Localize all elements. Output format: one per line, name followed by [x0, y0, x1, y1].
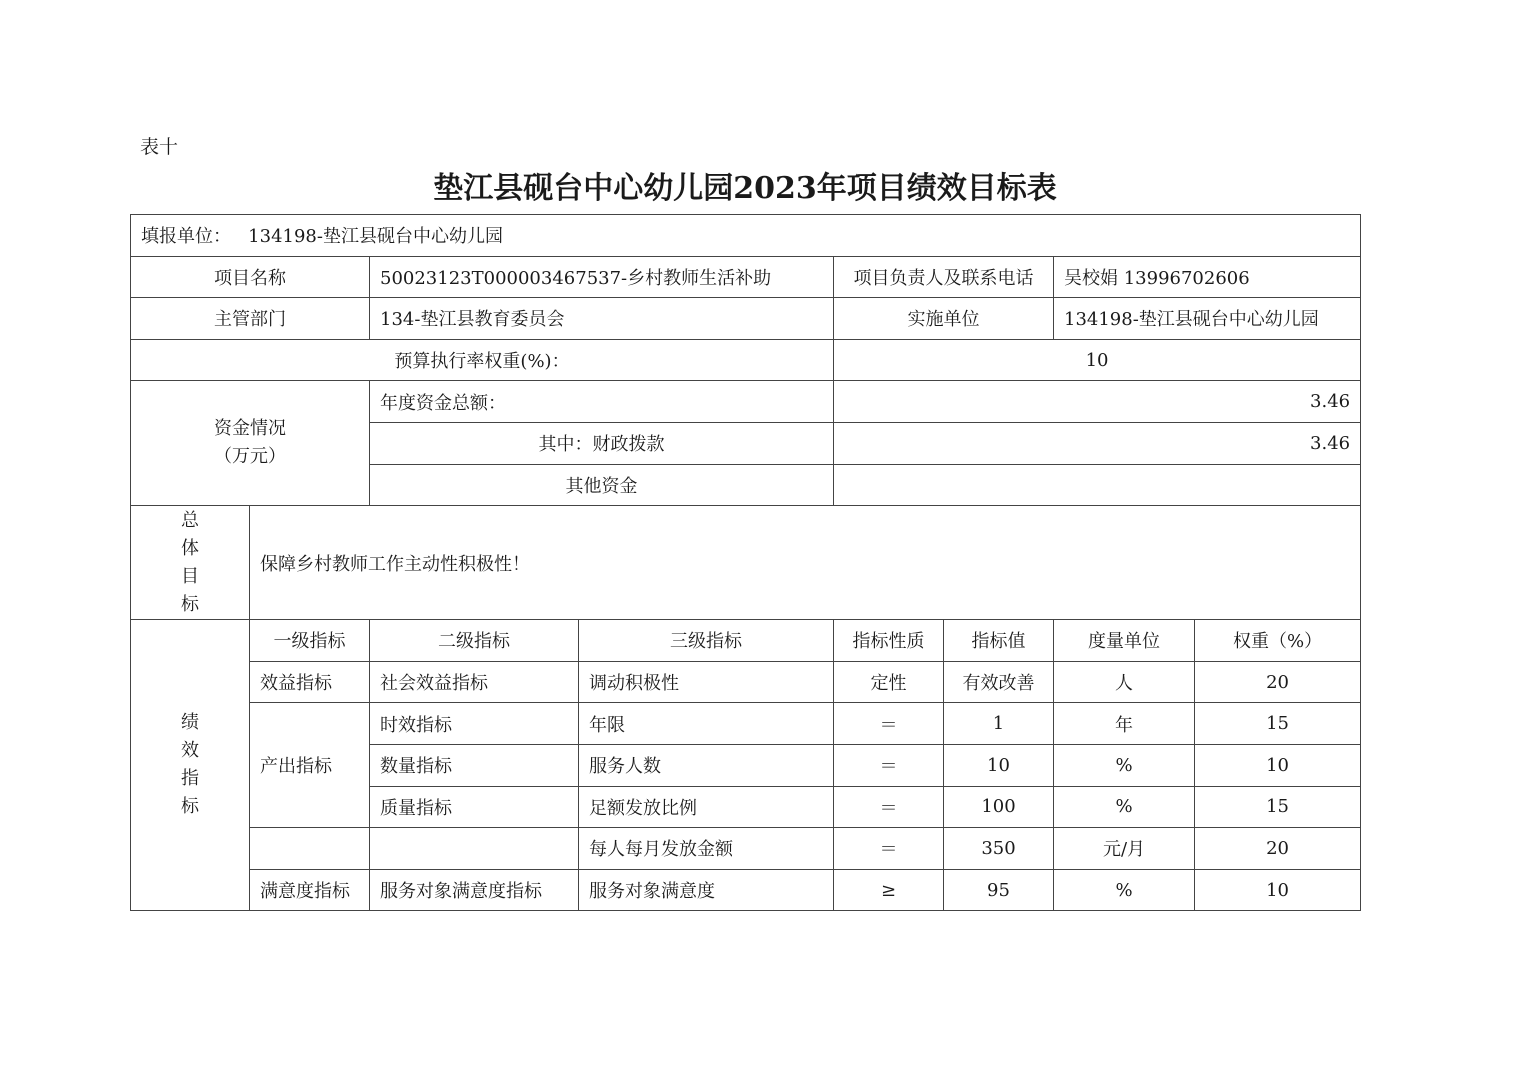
- indicator-char: 绩: [181, 712, 199, 734]
- header-unit: 度量单位: [1054, 620, 1195, 662]
- header-level2: 二级指标: [370, 620, 579, 662]
- header-nature: 指标性质: [834, 620, 944, 662]
- overall-goal-label: [131, 506, 250, 620]
- dept-label: 主管部门: [131, 298, 370, 340]
- nature-cell: ＝: [834, 786, 944, 828]
- annual-total-value: 3.46: [834, 381, 1361, 423]
- indicator-char: 指: [181, 768, 199, 790]
- goal-char: 目: [181, 565, 199, 587]
- level1-cell: 产出指标: [250, 703, 370, 828]
- level1-cell: 满意度指标: [250, 869, 370, 911]
- value-cell: 95: [944, 869, 1054, 911]
- table-row: [131, 661, 1361, 703]
- level2-cell: 社会效益指标: [370, 661, 579, 703]
- overall-goal-text: 保障乡村教师工作主动性积极性！: [250, 506, 1361, 620]
- funds-total-row: [131, 381, 1361, 423]
- weight-cell: 15: [1195, 703, 1361, 745]
- fill-unit-value: 134198-垫江县砚台中心幼儿园: [248, 226, 503, 248]
- fill-unit-label: 填报单位：: [141, 226, 231, 248]
- value-cell: 1: [944, 703, 1054, 745]
- funds-label-line1: 资金情况: [214, 418, 286, 440]
- level3-cell: 每人每月发放金额: [579, 828, 834, 870]
- unit-cell: %: [1054, 786, 1195, 828]
- dept-value: 134-垫江县教育委员会: [370, 298, 834, 340]
- project-name-row: [131, 256, 1361, 298]
- level3-cell: 年限: [579, 703, 834, 745]
- contact-label: 项目负责人及联系电话: [834, 256, 1054, 298]
- nature-cell: ＝: [834, 828, 944, 870]
- other-funds-value: [834, 464, 1361, 506]
- level2-cell: 服务对象满意度指标: [370, 869, 579, 911]
- goal-char: 标: [181, 593, 199, 615]
- performance-indicator-label: [131, 620, 250, 911]
- level3-cell: 服务对象满意度: [579, 869, 834, 911]
- weight-cell: 20: [1195, 661, 1361, 703]
- indicator-header-row: [131, 620, 1361, 662]
- weight-cell: 10: [1195, 869, 1361, 911]
- project-name-label: 项目名称: [131, 256, 370, 298]
- unit-cell: 人: [1054, 661, 1195, 703]
- level1-cell: 效益指标: [250, 661, 370, 703]
- budget-weight-row: [131, 339, 1361, 381]
- other-funds-label: 其他资金: [370, 464, 834, 506]
- weight-cell: 20: [1195, 828, 1361, 870]
- level2-cell: [370, 828, 579, 870]
- level2-cell: 数量指标: [370, 744, 579, 786]
- project-name-value: 50023123T000003467537-乡村教师生活补助: [370, 256, 834, 298]
- document-title: 垫江县砚台中心幼儿园2023年项目绩效目标表: [433, 171, 1057, 206]
- impl-unit-value: 134198-垫江县砚台中心幼儿园: [1054, 298, 1361, 340]
- annual-total-label: 年度资金总额：: [370, 381, 834, 423]
- funds-label: [131, 381, 370, 506]
- level1-cell: [250, 828, 370, 870]
- goal-char: 体: [181, 537, 199, 559]
- performance-target-table: [130, 214, 1361, 911]
- level3-cell: 服务人数: [579, 744, 834, 786]
- fiscal-label: 其中：财政拨款: [370, 422, 834, 464]
- budget-weight-value: 10: [834, 339, 1361, 381]
- level3-cell: 调动积极性: [579, 661, 834, 703]
- goal-char: 总: [181, 509, 199, 531]
- nature-cell: 定性: [834, 661, 944, 703]
- header-level3: 三级指标: [579, 620, 834, 662]
- table-row: [131, 703, 1361, 745]
- level2-cell: 时效指标: [370, 703, 579, 745]
- nature-cell: ≥: [834, 869, 944, 911]
- header-value: 指标值: [944, 620, 1054, 662]
- header-level1: 一级指标: [250, 620, 370, 662]
- level2-cell: 质量指标: [370, 786, 579, 828]
- weight-cell: 10: [1195, 744, 1361, 786]
- table-number: 表十: [140, 136, 179, 158]
- nature-cell: ＝: [834, 703, 944, 745]
- funds-label-line2: （万元）: [214, 446, 286, 468]
- value-cell: 100: [944, 786, 1054, 828]
- dept-row: [131, 298, 1361, 340]
- value-cell: 350: [944, 828, 1054, 870]
- impl-unit-label: 实施单位: [834, 298, 1054, 340]
- indicator-char: 标: [181, 796, 199, 818]
- unit-cell: 年: [1054, 703, 1195, 745]
- weight-cell: 15: [1195, 786, 1361, 828]
- value-cell: 10: [944, 744, 1054, 786]
- budget-weight-label: 预算执行率权重(%)：: [131, 339, 834, 381]
- fiscal-value: 3.46: [834, 422, 1361, 464]
- unit-cell: %: [1054, 869, 1195, 911]
- table-row: [131, 828, 1361, 870]
- value-cell: 有效改善: [944, 661, 1054, 703]
- header-weight: 权重（%）: [1195, 620, 1361, 662]
- table-row: [131, 869, 1361, 911]
- fill-unit-row: [131, 215, 1361, 257]
- indicator-char: 效: [181, 740, 199, 762]
- unit-cell: 元/月: [1054, 828, 1195, 870]
- fill-unit-cell: [131, 215, 1361, 257]
- nature-cell: ＝: [834, 744, 944, 786]
- unit-cell: %: [1054, 744, 1195, 786]
- overall-goal-row: [131, 506, 1361, 620]
- contact-value: 吴校娟 13996702606: [1054, 256, 1361, 298]
- level3-cell: 足额发放比例: [579, 786, 834, 828]
